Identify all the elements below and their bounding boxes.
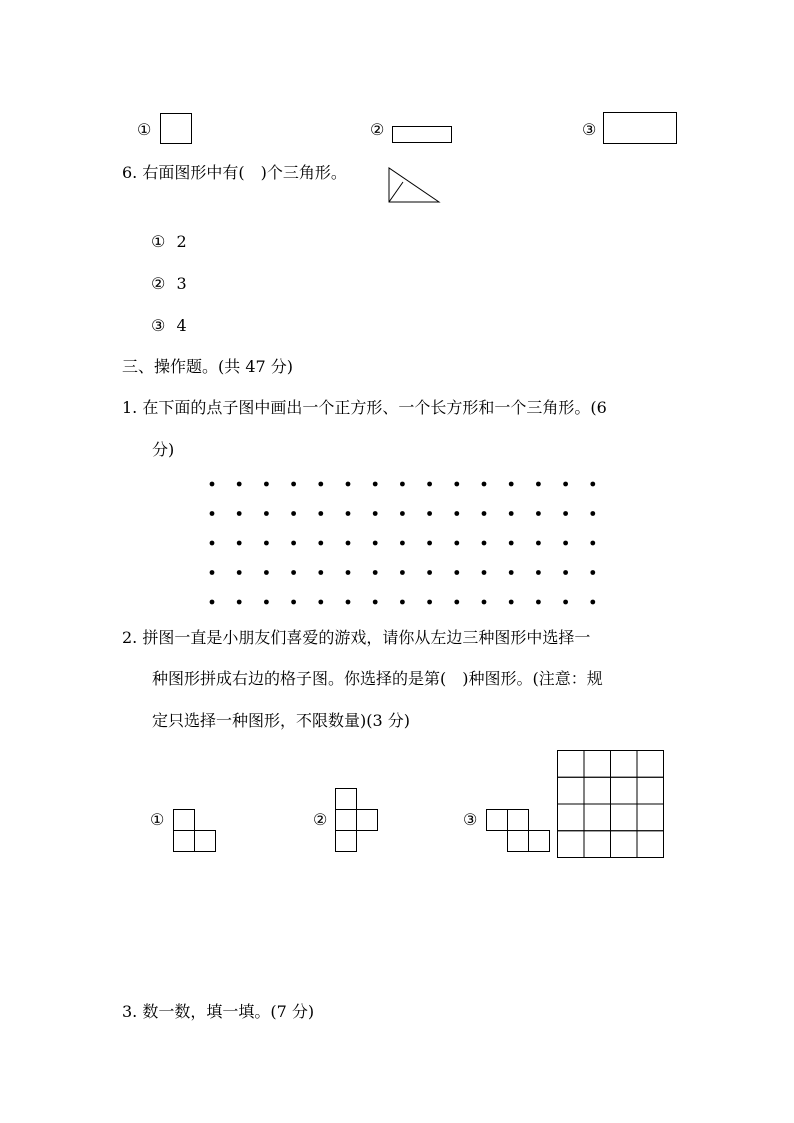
q5-option-2-marker: ② [370,120,385,139]
target-grid-cell [611,751,638,778]
grid-dot [400,570,405,575]
grid-dot [210,511,215,516]
grid-dot [373,541,378,546]
target-grid-cell [584,777,611,804]
grid-dot [400,482,405,487]
grid-dot [427,570,432,575]
grid-dot [318,541,323,546]
grid-dot [427,541,432,546]
target-grid-cell [584,804,611,831]
target-grid-cell [558,804,585,831]
target-grid-cell [611,777,638,804]
grid-dot [563,570,568,575]
grid-dot [427,511,432,516]
q6-option-3-value: 4 [176,316,187,335]
shape-cell [335,809,357,831]
shape-cell [173,830,195,852]
grid-dot [590,482,595,487]
shape-cell [356,809,378,831]
grid-dot [291,600,296,605]
grid-dot [210,541,215,546]
target-grid-cell [637,751,664,778]
grid-dot [318,482,323,487]
grid-dot [318,511,323,516]
grid-dot [264,570,269,575]
shape-cell [173,809,195,831]
target-grid-cell [558,751,585,778]
shape-cell [335,788,357,810]
grid-dot [590,511,595,516]
grid-dot [482,541,487,546]
grid-dot [237,511,242,516]
grid-dot [454,600,459,605]
section-3-heading: 三、操作题。(共 47 分) [122,357,294,376]
grid-dot [210,482,215,487]
target-grid-cell [584,751,611,778]
s3-q2-line3: 定只选择一种图形，不限数量)(3 分) [152,711,410,730]
grid-dot [373,600,378,605]
shape-cell [486,809,508,831]
grid-dot [264,541,269,546]
grid-dot [454,570,459,575]
grid-dot [536,600,541,605]
grid-dot [373,570,378,575]
s3-q2-target-grid [557,750,664,858]
grid-dot [346,482,351,487]
s3-q2-line2: 种图形拼成右边的格子图。你选择的是第( )种图形。(注意：规 [152,669,603,688]
grid-dot [590,600,595,605]
grid-dot [590,541,595,546]
shape-cell [507,830,529,852]
grid-dot [509,541,514,546]
grid-dot [264,600,269,605]
q6-option-2-value: 3 [176,274,187,293]
s3-q2-option-3-marker: ③ [463,810,478,829]
grid-dot [563,511,568,516]
grid-dot [536,482,541,487]
q6-stem: 6. 右面图形中有( )个三角形。 [122,163,347,182]
grid-dot [400,600,405,605]
q6-option-1-value: 2 [176,232,187,251]
q5-option-3-marker: ③ [582,120,597,139]
grid-dot [509,482,514,487]
target-grid-cell [637,777,664,804]
grid-dot [291,541,296,546]
s3-q2-line1: 2. 拼图一直是小朋友们喜爱的游戏，请你从左边三种图形中选择一 [122,628,591,647]
s3-q2-option-1-marker: ① [150,810,165,829]
grid-dot [400,541,405,546]
grid-dot [318,570,323,575]
shape-cell [528,830,550,852]
grid-dot [346,570,351,575]
target-grid-cell [558,831,585,858]
grid-dot [536,570,541,575]
grid-dot [291,570,296,575]
grid-dot [427,600,432,605]
grid-dot [346,600,351,605]
grid-dot [590,570,595,575]
grid-dot [427,482,432,487]
shape-cell [507,809,529,831]
shape-cell [194,830,216,852]
grid-dot [210,600,215,605]
grid-dot [346,541,351,546]
s3-q1-line1: 1. 在下面的点子图中画出一个正方形、一个长方形和一个三角形。(6 [122,398,607,417]
shape-cell [335,830,357,852]
grid-dot [400,511,405,516]
grid-dot [482,482,487,487]
target-grid-cell [637,831,664,858]
grid-dot [563,482,568,487]
grid-dot [454,541,459,546]
grid-dot [482,600,487,605]
target-grid-cell [611,804,638,831]
grid-dot [536,511,541,516]
grid-dot [237,541,242,546]
target-grid-cell [558,777,585,804]
grid-dot [509,511,514,516]
grid-dot [509,600,514,605]
grid-dot [482,570,487,575]
grid-dot [291,511,296,516]
grid-dot [237,600,242,605]
grid-dot [210,570,215,575]
grid-dot [509,570,514,575]
grid-dot [373,482,378,487]
grid-dot [454,482,459,487]
grid-dot [237,570,242,575]
grid-dot [563,600,568,605]
grid-dot [264,482,269,487]
s3-q3-line1: 3. 数一数，填一填。(7 分) [122,1002,315,1021]
grid-dot [536,541,541,546]
target-grid-cell [611,831,638,858]
target-grid-cell [584,831,611,858]
grid-dot [318,600,323,605]
grid-dot [563,541,568,546]
grid-dot [346,511,351,516]
s3-q1-line2: 分) [152,440,175,459]
target-grid-cell [637,804,664,831]
q6-option-1-marker: ① [151,232,166,251]
grid-dot [237,482,242,487]
q5-option-1-marker: ① [137,120,152,139]
grid-dot [454,511,459,516]
q6-option-3-marker: ③ [151,316,166,335]
grid-dot [291,482,296,487]
s3-q2-option-2-marker: ② [313,810,328,829]
grid-dot [264,511,269,516]
grid-dot [373,511,378,516]
grid-dot [482,511,487,516]
q6-option-2-marker: ② [151,274,166,293]
